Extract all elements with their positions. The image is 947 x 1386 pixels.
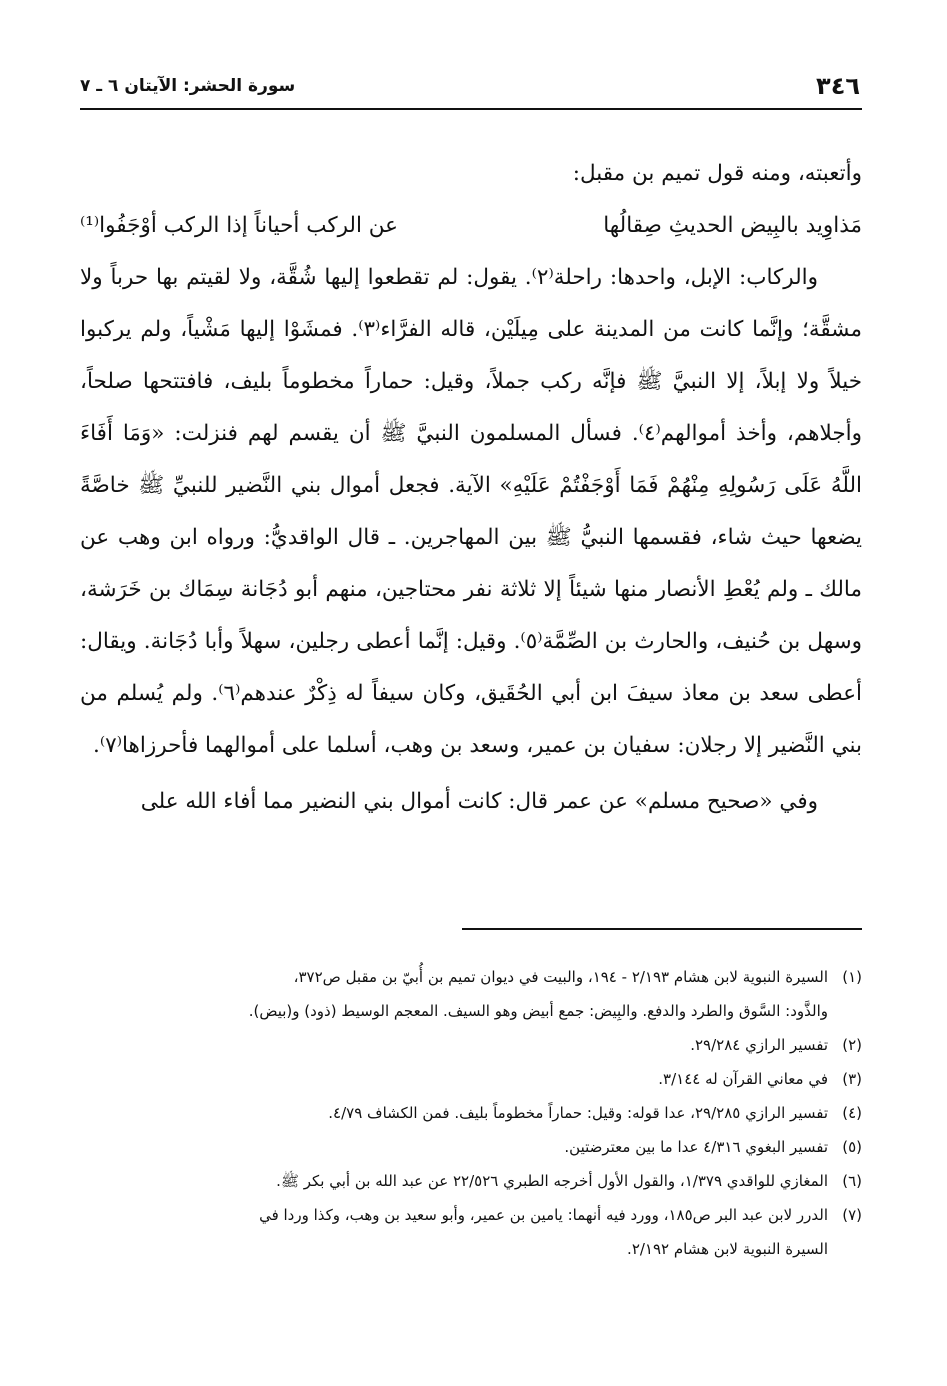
footnote-number: (١) (842, 968, 862, 986)
footnote-text: تفسير البغوي ٤/٣١٦ عدا ما بين معترضتين. (564, 1138, 828, 1156)
footnote-text: تفسير الرازي ٢٩/٢٨٤. (690, 1036, 828, 1054)
footnote-7 (80, 1198, 862, 1232)
footnote-number: (٦) (842, 1172, 862, 1190)
footnote-1-continuation: والذَّود: السَّوق والطرد والدفع. والبِيض: جمع أبيض وهو السيف. المعجم الوسيط (ذود) و(بيض). (248, 1002, 828, 1020)
footnote-text: الدرر لابن عبد البر ص١٨٥، وورد فيه أنهما: يامين بن عمير، وأبو سعيد بن وهب، وكذا وردا في (259, 1206, 828, 1224)
footnote-number: (٥) (842, 1138, 862, 1156)
footnote-text: في معاني القرآن له ٣/١٤٤. (658, 1070, 828, 1088)
page-header (80, 72, 860, 106)
main-text (80, 148, 862, 828)
footnote-number: (٧) (842, 1206, 862, 1224)
intro-line: وأتعبته، ومنه قول تميم بن مقبل: (572, 161, 862, 186)
footnote-2 (80, 1028, 862, 1062)
verse-first-hemistich: مَذاوِيد بالبِيض الحديثِ صِقالُها (603, 213, 862, 238)
footnote-text: تفسير الرازي ٢٩/٢٨٥، عدا قوله: وقيل: حماراً مخطوماً بليف. فمن الكشاف ٤/٧٩. (328, 1104, 828, 1122)
running-title: سورة الحشر: الآيتان ٦ ـ ٧ (80, 76, 296, 96)
page-number: ٣٤٦ (816, 72, 860, 100)
footnotes (80, 960, 862, 1266)
footnote-number: (٢) (842, 1036, 862, 1054)
paragraph-2: وفي «صحيح مسلم» عن عمر قال: كانت أموال بني النضير مما أفاء الله على (140, 789, 818, 814)
footnote-number: (٤) (842, 1104, 862, 1122)
footnote-rule (462, 928, 862, 930)
footnote-5 (80, 1130, 862, 1164)
footnote-1 (80, 960, 862, 994)
paragraph-1: والركاب: الإبل، واحدها: راحلة⁽٢⁾. يقول: لم تقطعوا إليها شُقَّة، ولا لقيتم بها حرباً ولا مشقَّة؛ وإنَّما كانت من المدينة على مِيلَيْن، قاله الفرَّاء⁽٣⁾. فمشَوْا إليها مَشْياً، ولم يركبوا خيلاً ولا إبلاً، إلا النبيَّ ﷺ فإنَّه ركب جملاً، وقيل: حماراً مخطوماً بليف، فافتتحها صلحاً، وأجلاهم، وأخذ أموالهم⁽٤⁾. فسأل المسلمون النبيَّ ﷺ أن يقسم لهم فنزلت: «وَمَا أَفَاءَ اللَّهُ عَلَى رَسُولِهِ مِنْهُمْ فَمَا أَوْجَفْتُمْ عَلَيْهِ» الآية. فجعل أموال بني النَّضير للنبيِّ ﷺ خاصَّةً يضعها حيث شاء، فقسمها النبيُّ ﷺ بين المهاجرين. ـ قال الواقديُّ: ورواه ابن وهب عن مالك ـ ولم يُعْطِ الأنصار منها شيئاً إلا ثلاثة نفر محتاجين، منهم أبو دُجَانة سِمَاك بن خَرَشة، وسهل بن حُنيف، والحارث بن الصِّمَّة⁽٥⁾. وقيل: إنَّما أعطى رجلين، سهلاً وأبا دُجَانة. ويقال: أعطى سعد بن معاذ سيفَ ابن أبي الحُقَيق، وكان سيفاً له ذِكْرٌ عندهم⁽٦⁾. ولم يُسلم من بني النَّضير إلا رجلان: سفيان بن عمير، وسعد بن وهب، أسلما على أموالهما فأحرزاها⁽٧⁾. (80, 265, 863, 758)
footnote-4 (80, 1096, 862, 1130)
header-rule (80, 108, 862, 110)
footnote-text: المغازي للواقدي ١/٣٧٩، والقول الأول أخرجه الطبري ٢٢/٥٢٦ عن عبد الله بن أبي بكر ﷺ. (276, 1172, 828, 1190)
poetry-verse (80, 200, 862, 252)
footnote-7-continuation: السيرة النبوية لابن هشام ٢/١٩٢. (627, 1240, 828, 1258)
footnote-3 (80, 1062, 862, 1096)
footnote-number: (٣) (842, 1070, 862, 1088)
footnote-text: السيرة النبوية لابن هشام ٢/١٩٣ - ١٩٤، والبيت في ديوان تميم بن أُبيّ بن مقبل ص٣٧٢، (293, 968, 828, 986)
footnote-6 (80, 1164, 862, 1198)
verse-second-hemistich: عن الركب أحياناً إذا الركب أوْجَفُوا⁽¹⁾ (80, 213, 398, 238)
